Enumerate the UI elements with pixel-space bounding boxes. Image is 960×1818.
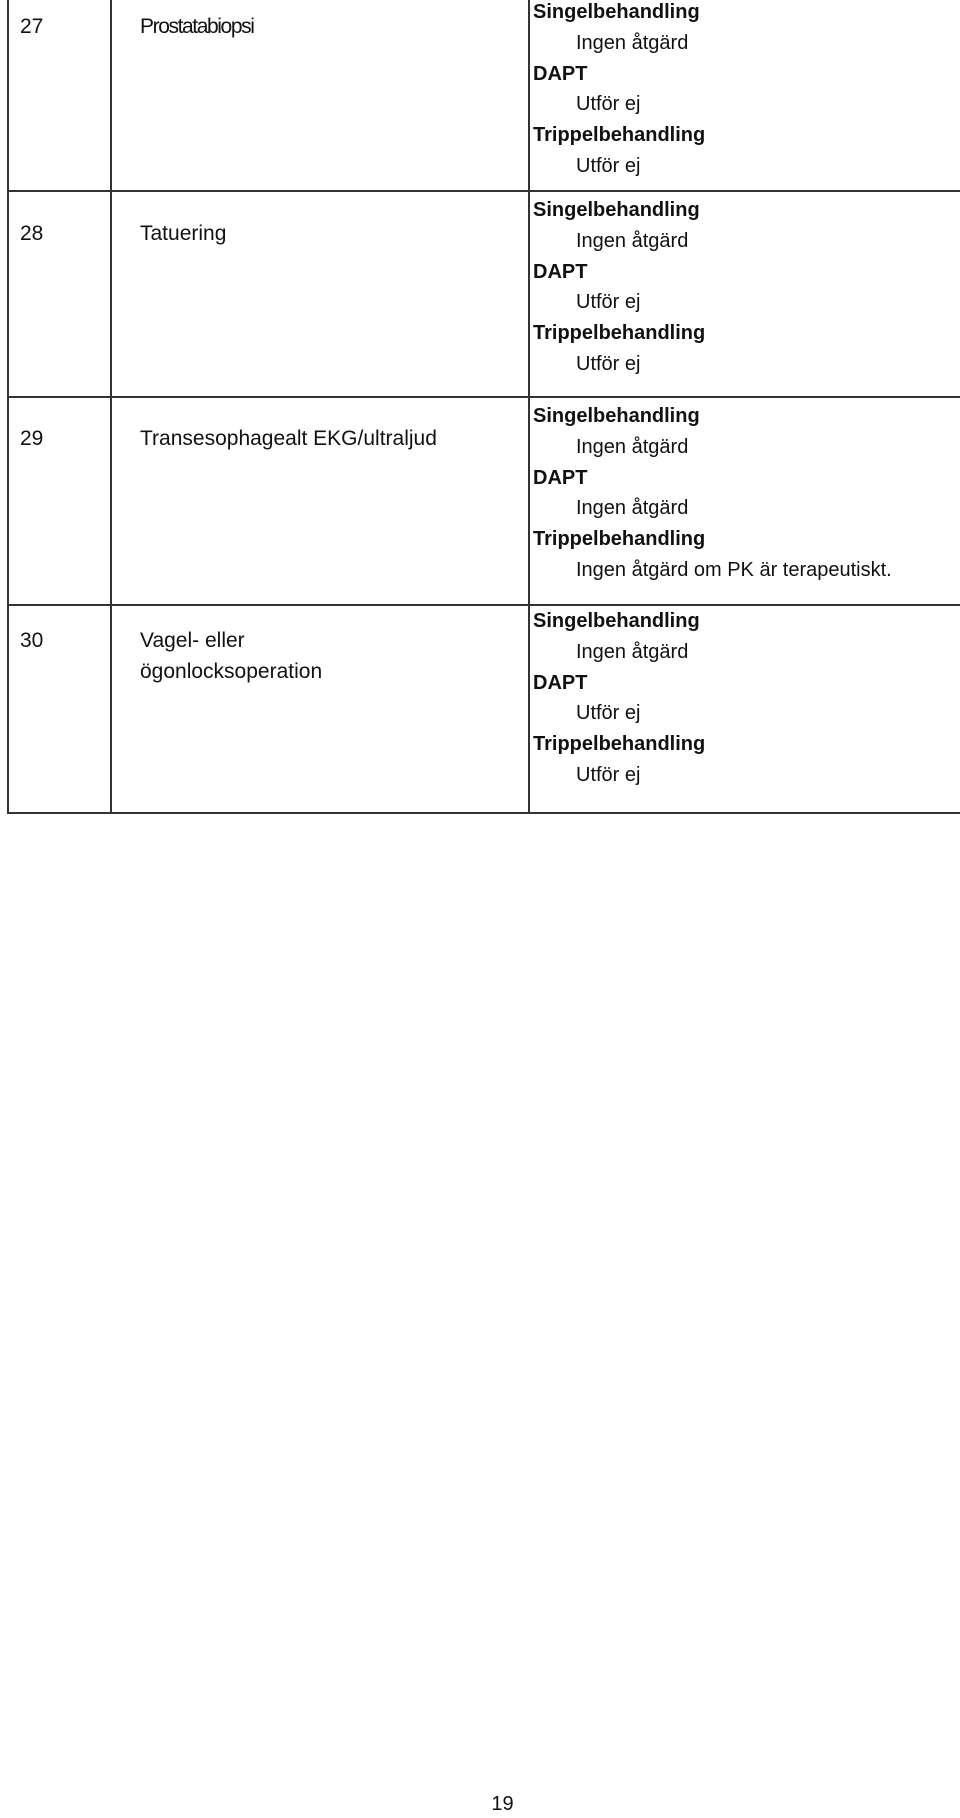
treatment-action: Ingen åtgärd xyxy=(576,497,689,520)
treatment-action: Utför ej xyxy=(576,154,641,177)
treatment-heading: Trippelbehandling xyxy=(533,528,706,551)
treatment-action: Ingen åtgärd xyxy=(576,31,689,54)
treatment-cell xyxy=(529,397,960,605)
procedure-name: Tatuering xyxy=(111,191,529,397)
row-number: 27 xyxy=(8,0,111,191)
table-row xyxy=(8,605,960,813)
treatment-heading: DAPT xyxy=(533,466,588,489)
treatment-heading: Trippelbehandling xyxy=(533,322,706,345)
treatment-heading: Trippelbehandling xyxy=(533,124,706,147)
procedure-name-line: Vagel- eller xyxy=(140,629,245,652)
treatment-action: Utför ej xyxy=(576,291,641,314)
treatment-action: Ingen åtgärd xyxy=(576,435,689,458)
treatment-action: Utför ej xyxy=(576,93,641,116)
treatment-cell xyxy=(529,605,960,813)
treatment-action: Utför ej xyxy=(576,352,641,375)
treatment-heading: DAPT xyxy=(533,260,588,283)
treatment-heading: Singelbehandling xyxy=(533,1,700,23)
procedure-name: Prostatabiopsi xyxy=(111,0,529,191)
row-number: 28 xyxy=(8,191,111,397)
treatment-heading: Singelbehandling xyxy=(533,405,700,427)
treatment-action: Utför ej xyxy=(576,702,641,725)
treatment-heading: Trippelbehandling xyxy=(533,733,706,756)
treatment-heading: DAPT xyxy=(533,671,588,694)
treatment-action: Utför ej xyxy=(576,763,641,786)
table-row xyxy=(8,0,960,191)
treatment-action: Ingen åtgärd om PK är terapeutiskt. xyxy=(576,558,892,581)
procedure-name xyxy=(111,605,529,813)
treatment-heading: Singelbehandling xyxy=(533,610,700,632)
treatment-action: Ingen åtgärd xyxy=(576,229,689,252)
page-number: 19 xyxy=(491,1793,514,1815)
row-number: 30 xyxy=(8,605,111,813)
row-number: 29 xyxy=(8,397,111,605)
procedure-table xyxy=(7,0,960,814)
treatment-heading: Singelbehandling xyxy=(533,199,700,221)
procedure-name: Transesophagealt EKG/ultraljud xyxy=(111,397,529,605)
treatment-cell xyxy=(529,0,960,191)
table-row xyxy=(8,191,960,397)
treatment-cell xyxy=(529,191,960,397)
treatment-action: Ingen åtgärd xyxy=(576,640,689,663)
table-row xyxy=(8,397,960,605)
procedure-name-line: ögonlocksoperation xyxy=(140,660,323,683)
treatment-heading: DAPT xyxy=(533,62,588,85)
